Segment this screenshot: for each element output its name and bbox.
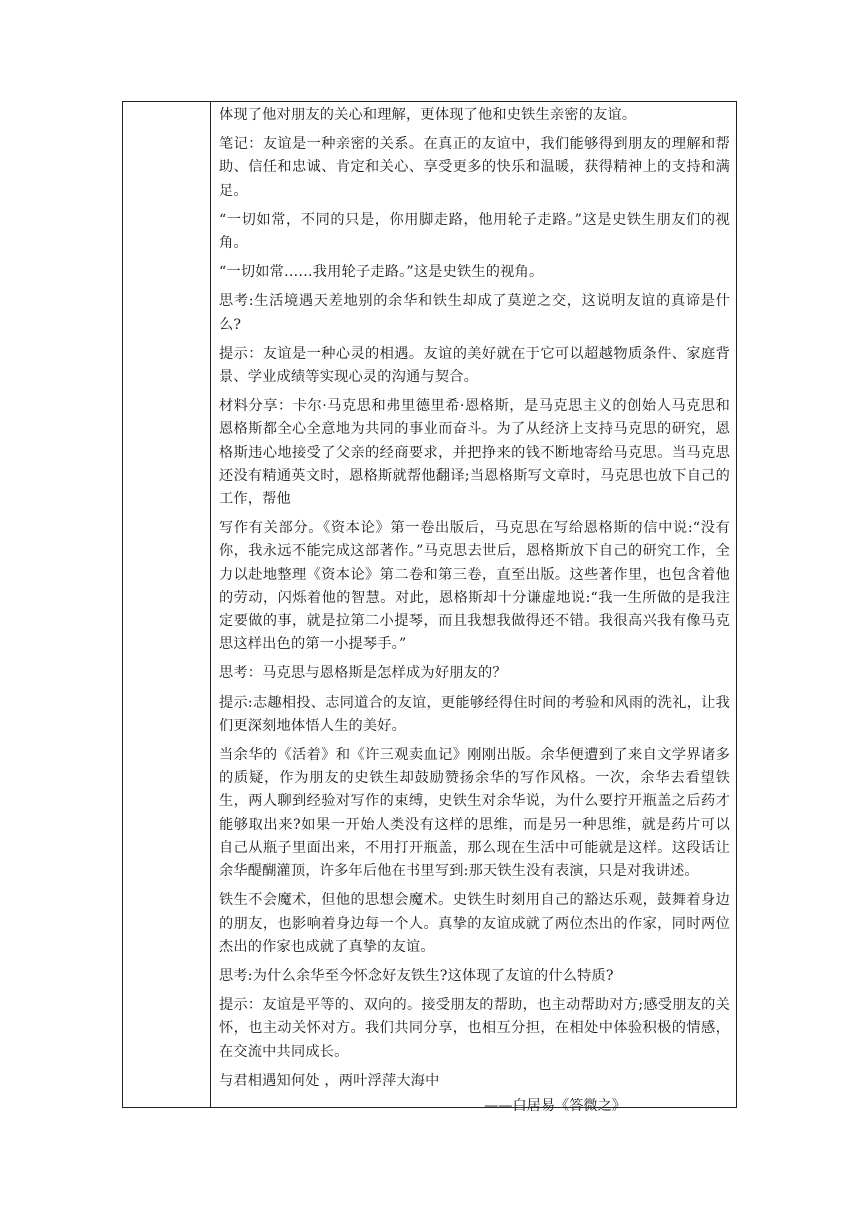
paragraph-question-3: 思考:为什么余华至今怀念好友铁生?这体现了友谊的什么特质? (219, 967, 614, 984)
paragraph-question-1: 思考:生活境遇天差地别的余华和铁生却成了莫逆之交，这说明友谊的真谛是什么? (219, 293, 730, 333)
paragraph-hint-1: 提示：友谊是一种心灵的相遇。友谊的美好就在于它可以超越物质条件、家庭背景、学业成绩等实现心灵的沟通与契合。 (219, 345, 730, 386)
paragraph-hint-3: 提示：友谊是平等的、双向的。接受朋友的帮助，也主动帮助对方;感受朋友的关怀，也主动关怀对方。我们共同分享，也相互分担，在相处中体验积极的情感，在交流中共同成长。 (219, 997, 730, 1060)
paragraph-friends-view: “一切如常，不同的只是，你用脚走路，他用轮子走路。”这是史铁生朋友们的视角。 (219, 211, 730, 252)
paragraph-magic: 铁生不会魔术，但他的思想会魔术。史铁生时刻用自己的豁达乐观，鼓舞着身边的朋友，也影响着身边每一个人。真挚的友谊成就了两位杰出的作家，同时两位杰出的作家也成就了真挚的友谊。 (219, 892, 730, 955)
poem-attribution: ——白居易《答微之》 (484, 1097, 626, 1114)
table-right-cell (211, 102, 736, 1114)
paragraph-material: 材料分享：卡尔·马克思和弗里德里希·恩格斯，是马克思主义的创始人马克思和恩格斯都全心全意地为共同的事业而奋斗。为了从经济上支持马克思的研究，恩格斯违心地接受了父亲的经商要求，并把挣来的钱不断地寄给马克思。当马克思还没有精通英文时，恩格斯就帮他翻译;当恩格斯写文章时，马克思也放下自己的工作，帮他 (219, 398, 730, 508)
content-table (122, 101, 737, 1114)
paragraph-capital: 写作有关部分。《资本论》第一卷出版后，马克思在写给恩格斯的信中说:“没有你，我永远不能完成这部著作。”马克思去世后，恩格斯放下自己的研究工作，全力以赴地整理《资本论》第二卷和第三卷，直至出版。这些著作里，也包含着他的劳动，闪烁着他的智慧。对此，恩格斯却十分谦虚地说:“我一生所做的是我注定要做的事，就是拉第二小提琴，而且我想我做得还不错。我很高兴我有像马克思这样出色的第一小提琴手。” (219, 520, 730, 653)
paragraph-hint-2: 提示:志趣相投、志同道合的友谊，更能够经得住时间的考验和风雨的洗礼，让我们更深刻地体悟人生的美好。 (219, 694, 730, 734)
paragraph-question-2: 思考：马克思与恩格斯是怎样成为好朋友的？ (219, 665, 507, 682)
paragraph-note: 笔记：友谊是一种亲密的关系。在真正的友谊中，我们能够得到朋友的理解和帮助、信任和忠诚、肯定和关心、享受更多的快乐和温暖，获得精神上的支持和满足。 (219, 136, 730, 199)
paragraph-yuhua-story: 当余华的《活着》和《许三观卖血记》刚刚出版。余华便遭到了来自文学界诸多的质疑，作为朋友的史铁生却鼓励赞扬余华的写作风格。一次，余华去看望铁生，两人聊到经验对写作的束缚，史铁生对余华说，为什么要拧开瓶盖之后药才能够取出来?如果一开始人类没有这样的思维，而是另一种思维，就是药片可以自己从瓶子里面出来，不用打开瓶盖，那么现在生活中可能就是这样。这段话让余华醍醐灌顶，许多年后他在书里写到:那天铁生没有表演，只是对我讲述。 (219, 747, 730, 880)
table-left-cell (123, 102, 211, 1107)
paragraph-shi-view: “一切如常……我用轮子走路。”这是史铁生的视角。 (219, 264, 544, 281)
poem-line: 与君相遇知何处 ，两叶浮萍大海中 (219, 1072, 440, 1089)
paragraph-friendship-care: 体现了他对朋友的关心和理解，更体现了他和史铁生亲密的友谊。 (219, 107, 637, 123)
